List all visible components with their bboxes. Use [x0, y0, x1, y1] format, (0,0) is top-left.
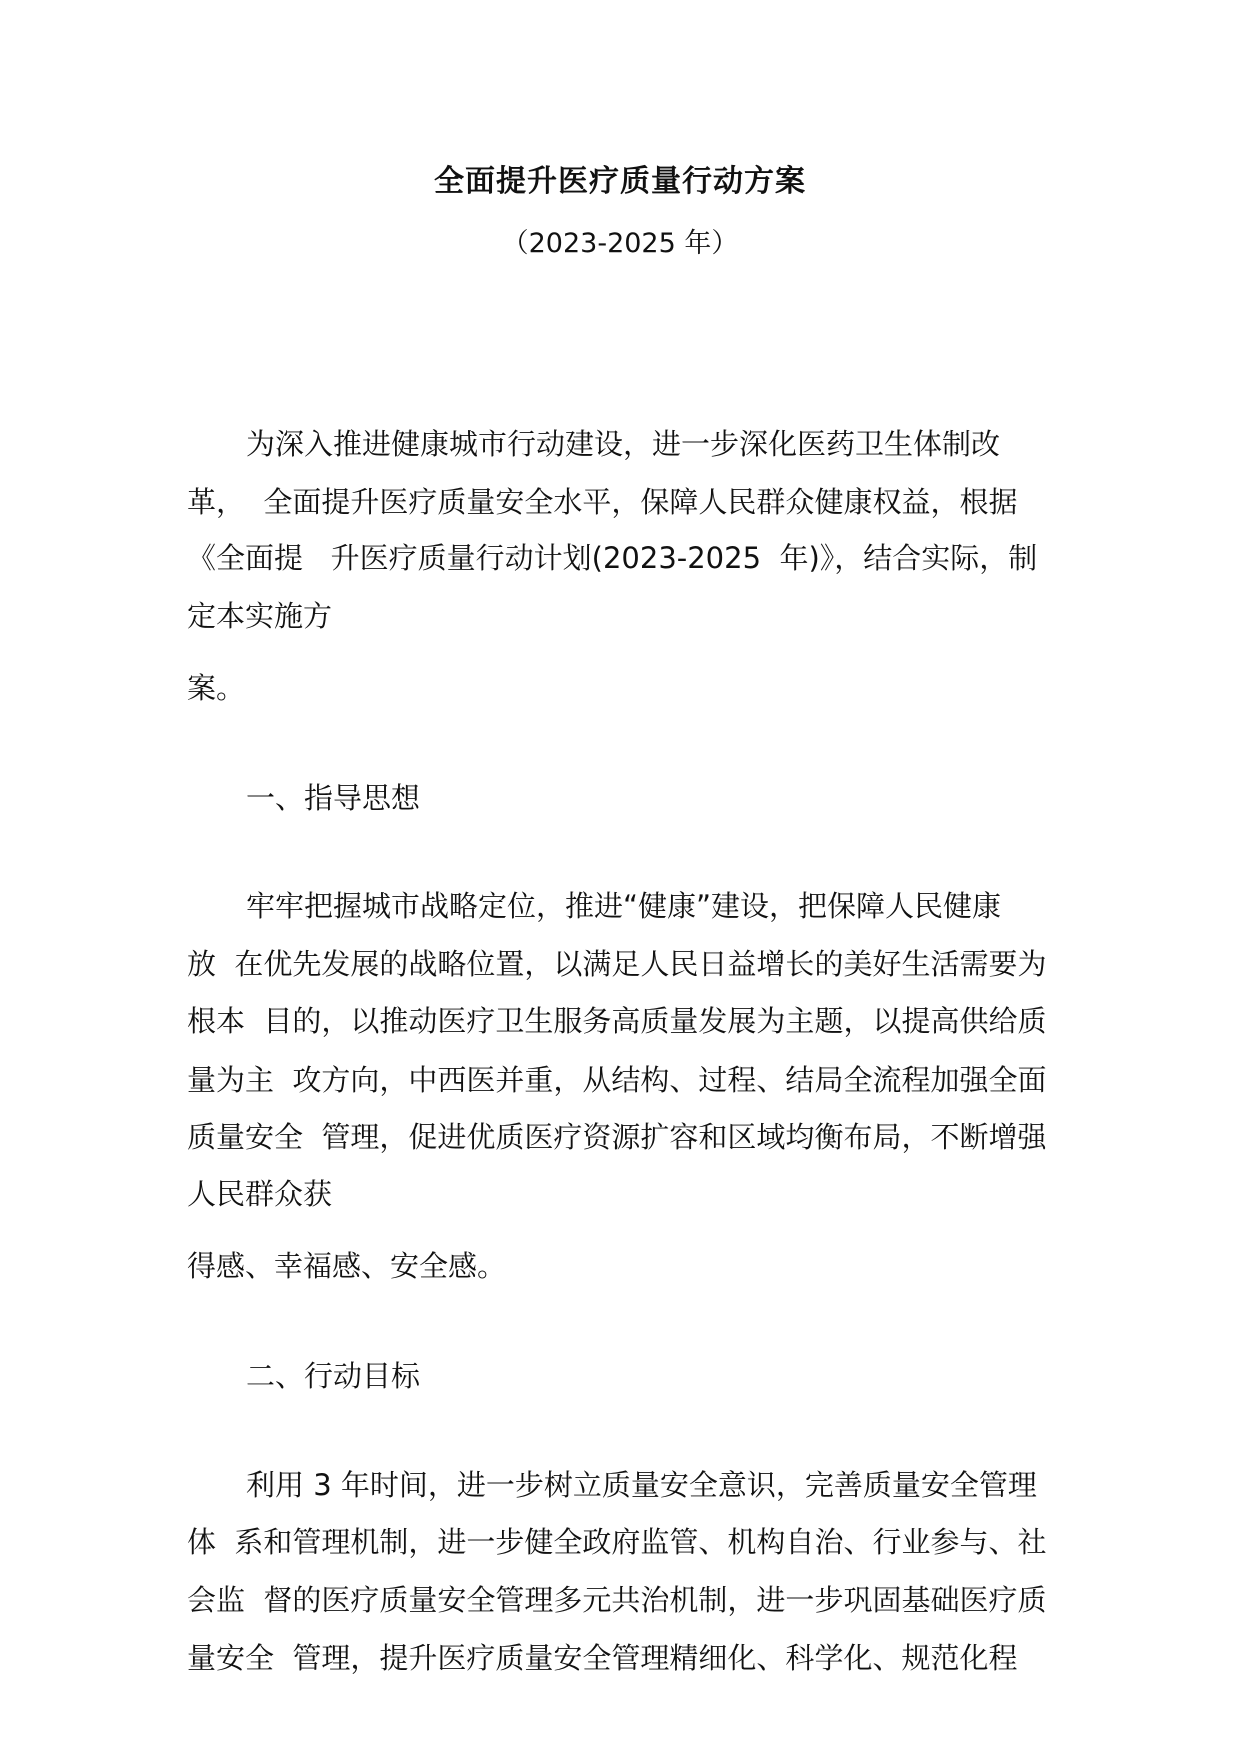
- document-title: 全面提升医疗质量行动方案: [434, 164, 806, 199]
- document-subtitle: （2023-2025 年）: [501, 228, 739, 259]
- paragraph-line: 会监 督的医疗质量安全管理多元共治机制，进一步巩固基础医疗质: [187, 1583, 1047, 1617]
- intro-line: 为深入推进健康城市行动建设，进一步深化医药卫生体制改: [246, 427, 1001, 461]
- paragraph-line: 根本 目的，以推动医疗卫生服务高质量发展为主题，以提高供给质: [187, 1004, 1047, 1038]
- intro-line: 定本实施方: [187, 599, 333, 633]
- intro-line: 《全面提 升医疗质量行动计划(2023-2025 年)》，结合实际，制: [187, 541, 1038, 575]
- section-heading: 一、指导思想: [246, 781, 421, 815]
- paragraph-line: 体 系和管理机制，进一步健全政府监管、机构自治、行业参与、社: [187, 1525, 1047, 1559]
- paragraph-line: 质量安全 管理，促进优质医疗资源扩容和区域均衡布局，不断增强: [187, 1120, 1047, 1154]
- paragraph-line: 人民群众获: [187, 1177, 333, 1211]
- paragraph-line: 放 在优先发展的战略位置，以满足人民日益增长的美好生活需要为: [187, 947, 1047, 981]
- intro-line: 案。: [187, 671, 246, 705]
- intro-line: 革， 全面提升医疗质量安全水平，保障人民群众健康权益，根据: [187, 485, 1018, 519]
- paragraph-line: 得感、幸福感、安全感。: [187, 1249, 507, 1283]
- section-heading: 二、行动目标: [246, 1359, 421, 1393]
- paragraph-line: 量为主 攻方向，中西医并重，从结构、过程、结局全流程加强全面: [187, 1063, 1047, 1097]
- paragraph-line: 量安全 管理，提升医疗质量安全管理精细化、科学化、规范化程: [187, 1641, 1018, 1675]
- paragraph-line: 牢牢把握城市战略定位，推进“健康”建设，把保障人民健康: [246, 889, 1002, 923]
- paragraph-line: 利用 3 年时间，进一步树立质量安全意识，完善质量安全管理: [246, 1468, 1037, 1502]
